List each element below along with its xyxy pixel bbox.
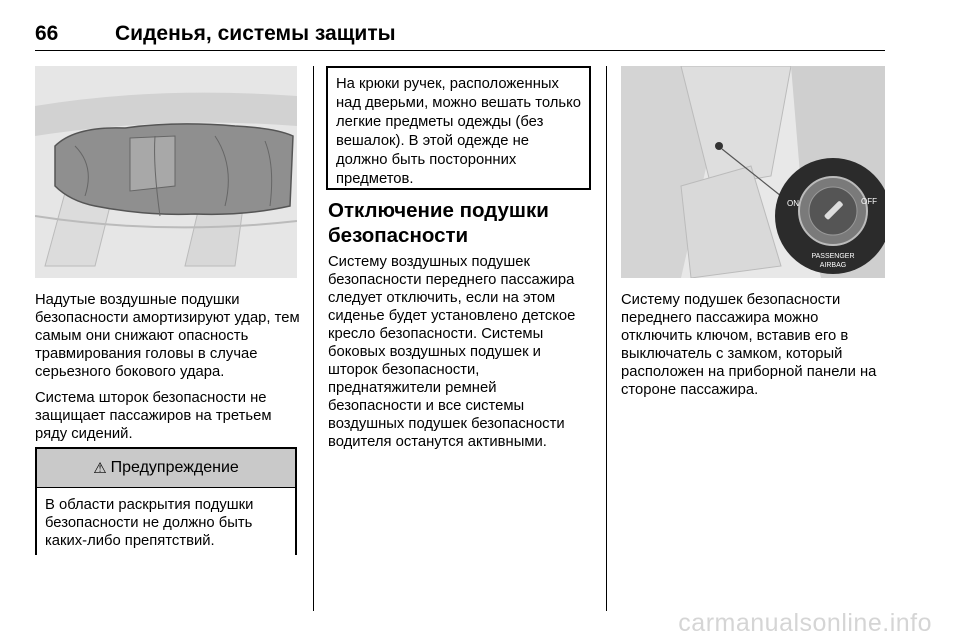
paragraph: Систему подушек безопасности переднего пассажира можно отключить ключом, вставив его в выключатель с замком, который расположен на приборной панели на стороне пассажира.	[621, 292, 877, 398]
left-column-text	[35, 291, 300, 451]
warning-triangle-icon: ⚠	[93, 460, 107, 477]
switch-label-on: ON	[787, 199, 799, 208]
watermark: carmanualsonline.info	[678, 609, 932, 637]
warning-title: Предупреждение	[110, 459, 239, 476]
paragraph: Систему воздушных подушек безопасности переднего пассажира следует отключить, если на этом сиденье будет установлено детское кресло безопасности. Системы боковых воздушных подушек и шторок безопасности, преднатяжители ремней безопасности и все системы воздушных подушек безопасности водителя останутся активными.	[328, 254, 576, 450]
right-column-text	[621, 291, 886, 407]
warning-header	[37, 447, 295, 488]
page-header	[35, 22, 396, 46]
header-rule	[35, 50, 885, 51]
airbag-key-switch-illustration	[621, 66, 885, 278]
middle-column-text	[328, 253, 593, 459]
switch-label-airbag: AIRBAG	[819, 262, 847, 269]
section-heading: Отключение подушки безопасности	[328, 199, 549, 247]
column-divider-1	[313, 66, 314, 611]
paragraph: Система шторок безопасности не защищает пассажиров на третьем ряду сидений.	[35, 390, 272, 442]
switch-label-off: OFF	[861, 197, 877, 206]
column-divider-2	[606, 66, 607, 611]
page-title: Сиденья, системы защиты	[115, 22, 396, 45]
airbag-switch-figure	[621, 66, 885, 278]
curtain-airbag-illustration	[35, 66, 297, 278]
switch-label-passenger: PASSENGER	[811, 253, 855, 260]
warning-text: В области раскрытия подушки безопасности не должно быть каких-либо препятствий.	[45, 497, 254, 549]
warning-box	[35, 447, 297, 555]
note-box: На крюки ручек, расположенных над дверьми, можно вешать только легкие предметы одежды (без вешалок). В этой одежде не должно быть посторонних предметов.	[326, 66, 591, 190]
page-number: 66	[35, 22, 59, 45]
curtain-airbag-figure	[35, 66, 297, 278]
paragraph: Надутые воздушные подушки безопасности амортизируют удар, тем самым они снижают опасность травмирования головы в случае серьезного бокового удара.	[35, 292, 300, 380]
